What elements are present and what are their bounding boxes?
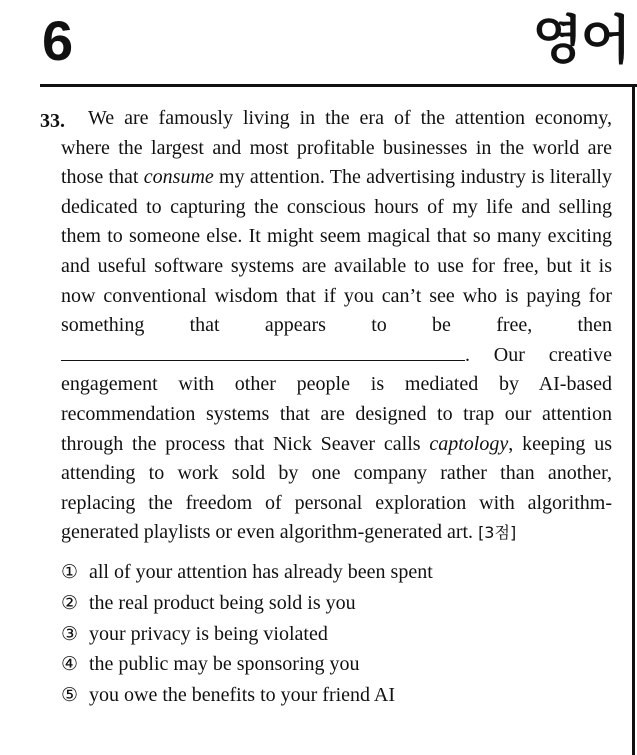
answer-choices	[40, 557, 612, 711]
passage-emphasis-consume: consume	[143, 166, 214, 189]
passage-text-1: We are famously living in the era of the attention economy, where the largest and most profitable businesses in the world are those that	[61, 107, 612, 189]
header-divider	[40, 84, 637, 87]
choice-text: you owe the benefits to your friend AI	[89, 684, 396, 707]
choice-marker: ④	[61, 653, 79, 676]
choice-marker: ③	[61, 622, 79, 645]
choice-marker: ①	[61, 560, 79, 583]
choice-2[interactable]	[61, 588, 612, 619]
page-header	[0, 0, 637, 86]
choice-1[interactable]	[61, 557, 612, 588]
points-badge: [3점]	[478, 523, 517, 543]
question-33	[40, 104, 612, 711]
subject-title: 영어	[532, 11, 629, 71]
choice-4[interactable]	[61, 649, 612, 680]
passage-text-2: my attention. The advertising industry is literally dedicated to capturing the conscious hours of my life and selling them to someone else. It might seem magical that so many exciting and useful software systems are available to use for free, but it is now conventional wisdom that if you can’t see who is paying for something that appears to be free, then	[61, 166, 612, 337]
choice-text: the public may be sponsoring you	[89, 653, 360, 676]
passage-text-4: , keeping us attending to work sold by one company rather than another, replacing the freedom of personal exploration with algorithm-generated playlists or even algorithm-generated art.	[61, 432, 613, 544]
page-number: 6	[42, 9, 74, 72]
choice-text: the real product being sold is you	[89, 591, 356, 614]
choice-marker: ⑤	[61, 684, 79, 707]
choice-text: your privacy is being violated	[89, 622, 328, 645]
choice-3[interactable]	[61, 619, 612, 650]
question-number: 33.	[40, 110, 65, 132]
choice-5[interactable]	[61, 680, 612, 711]
passage-emphasis-captology: captology	[429, 432, 509, 455]
choice-marker: ②	[61, 591, 79, 614]
choice-text: all of your attention has already been spent	[89, 560, 433, 583]
passage-text-3: . Our creative engagement with other people is mediated by AI-based recommendation systems that are designed to trap our attention through the process that Nick Seaver calls	[61, 343, 612, 455]
column-divider	[632, 84, 635, 755]
question-passage	[40, 104, 612, 548]
answer-blank	[61, 344, 465, 361]
